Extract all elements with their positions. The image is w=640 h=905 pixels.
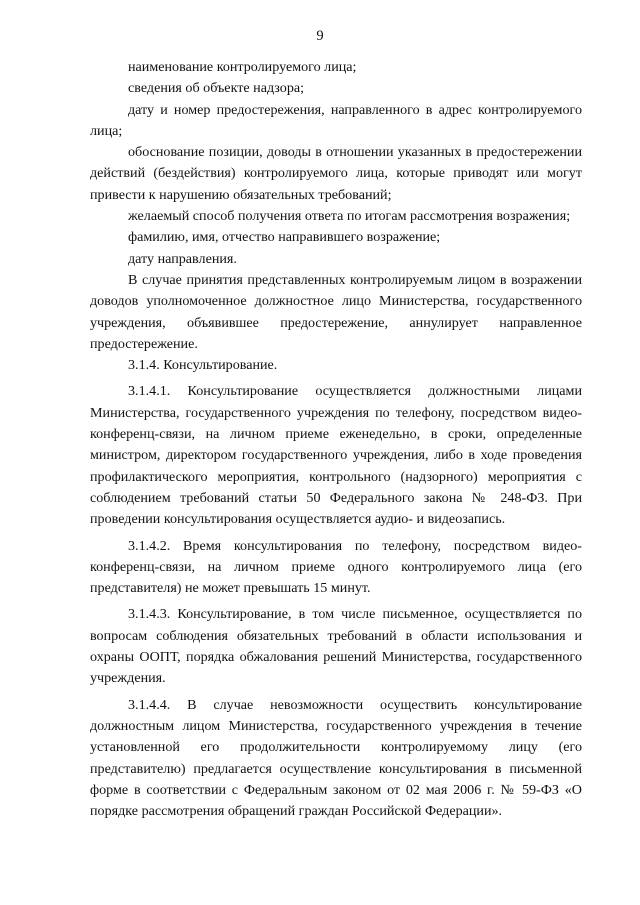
paragraph-3-1-4-3: 3.1.4.3. Консультирование, в том числе письменное, осуществляется по вопросам соблюдения обязательных требований в области использования и охраны ООПТ, порядка обжалования решений Министерства, государственного учреждения. — [90, 606, 582, 687]
section-heading-consulting: 3.1.4. Консультирование. — [128, 357, 278, 374]
paragraph-reply-method: желаемый способ получения ответа по итогам рассмотрения возражения; — [128, 208, 571, 225]
paragraph-position-grounds: обоснование позиции, доводы в отношении указанных в предостережении действий (бездействия) контролируемого лица, которые приводят или могут привести к нарушению обязательных требований; — [90, 144, 582, 203]
document-body — [90, 57, 582, 822]
paragraph-annulment: В случае принятия представленных контролируемым лицом в возражении доводов уполномоченное должностное лицо Министерства, государственного учреждения, объявившее предостережение, аннулирует направленное предостережение. — [90, 271, 582, 352]
paragraph-object-info: сведения об объекте надзора; — [128, 80, 305, 97]
paragraph-3-1-4-2: 3.1.4.2. Время консультирования по телефону, посредством видео-конференц-связи, на личном приеме одного контролируемого лица (его представителя) не может превышать 15 минут. — [90, 537, 582, 597]
paragraph-3-1-4-4: 3.1.4.4. В случае невозможности осуществить консультирование должностным лицом Министерства, государственного учреждения в течение установленной его продолжительности контролируемому лицу (его представителю) предлагается осуществление консультирования в письменной форме в соответствии с Федеральным законом от 02 мая 2006 г. № 59-ФЗ «О порядке рассмотрения обращений граждан Российской Федерации». — [90, 696, 582, 820]
paragraph-sender-name: фамилию, имя, отчество направившего возражение; — [128, 229, 441, 246]
paragraph-subject-name: наименование контролируемого лица; — [128, 59, 357, 75]
paragraph-warning-date: дату и номер предостережения, направленного в адрес контролируемого лица; — [90, 101, 582, 139]
paragraph-send-date: дату направления. — [128, 250, 237, 267]
paragraph-3-1-4-1: 3.1.4.1. Консультирование осуществляется должностными лицами Министерства, государственного учреждения по телефону, посредством видео-конференц-связи, на личном приеме еженедельно, в сроки, определенные министром, директором государственного учреждения, либо в ходе проведения профилактического мероприятия, контрольного (надзорного) мероприятия с соблюдением требований статьи 50 Федерального закона № 248-ФЗ. При проведении консультирования осуществляется аудио- и видеозапись. — [90, 383, 582, 528]
page-number: 9 — [316, 28, 324, 44]
